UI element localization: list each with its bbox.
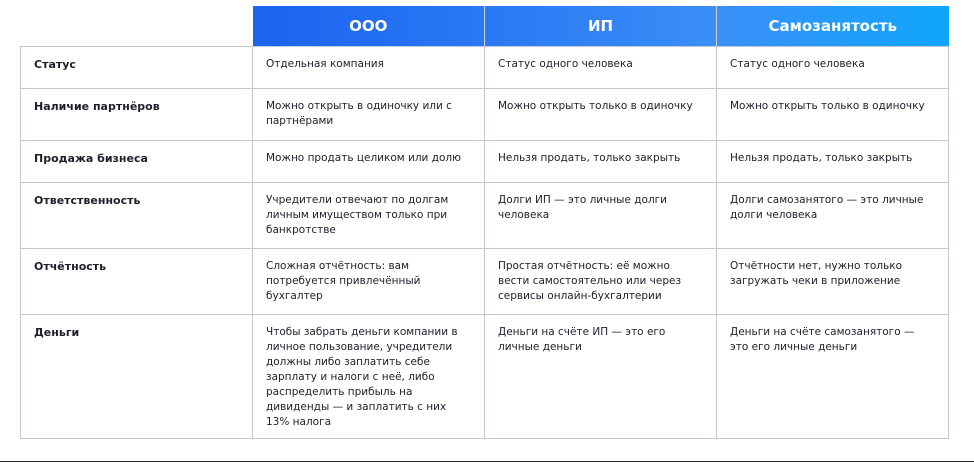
table-row-status <box>21 47 949 89</box>
table-cell: Учредители отвечают по долгам личным имуществом только при банкротстве <box>253 183 485 249</box>
comparison-table <box>20 6 949 439</box>
table-row-money <box>21 315 949 439</box>
table-row-partners <box>21 89 949 141</box>
table-cell: Можно открыть в одиночку или с партнёрами <box>253 89 485 141</box>
row-label: Отчётность <box>21 249 253 315</box>
header-ooo: ООО <box>253 6 485 47</box>
table-cell: Можно открыть только в одиночку <box>717 89 949 141</box>
table-cell: Чтобы забрать деньги компании в личное пользование, учредители должны либо заплатить себе зарплату и налоги с неё, либо распределить прибыль на дивиденды — и заплатить с них 13% налога <box>253 315 485 439</box>
table-cell: Долги ИП — это личные долги человека <box>485 183 717 249</box>
table-cell: Статус одного человека <box>485 47 717 89</box>
table-cell: Деньги на счёте самозанятого — это его личные деньги <box>717 315 949 439</box>
table-cell: Долги самозанятого — это личные долги человека <box>717 183 949 249</box>
bottom-divider <box>0 461 974 462</box>
row-label: Деньги <box>21 315 253 439</box>
header-corner <box>21 6 253 47</box>
table-cell: Отчётности нет, нужно только загружать чеки в приложение <box>717 249 949 315</box>
row-label: Ответственность <box>21 183 253 249</box>
header-ip: ИП <box>485 6 717 47</box>
table-cell: Нельзя продать, только закрыть <box>717 141 949 183</box>
header-row <box>21 6 949 47</box>
table-row-reporting <box>21 249 949 315</box>
table-cell: Можно продать целиком или долю <box>253 141 485 183</box>
row-label: Статус <box>21 47 253 89</box>
row-label: Наличие партнёров <box>21 89 253 141</box>
table-cell: Деньги на счёте ИП — это его личные деньги <box>485 315 717 439</box>
row-label: Продажа бизнеса <box>21 141 253 183</box>
header-self-employed: Самозанятость <box>717 6 949 47</box>
table-cell: Статус одного человека <box>717 47 949 89</box>
table-cell: Простая отчётность: её можно вести самостоятельно или через сервисы онлайн-бухгалтерии <box>485 249 717 315</box>
table-cell: Отдельная компания <box>253 47 485 89</box>
table-cell: Сложная отчётность: вам потребуется привлечённый бухгалтер <box>253 249 485 315</box>
table-cell: Можно открыть только в одиночку <box>485 89 717 141</box>
table-row-business-sale <box>21 141 949 183</box>
table-cell: Нельзя продать, только закрыть <box>485 141 717 183</box>
table-row-liability <box>21 183 949 249</box>
